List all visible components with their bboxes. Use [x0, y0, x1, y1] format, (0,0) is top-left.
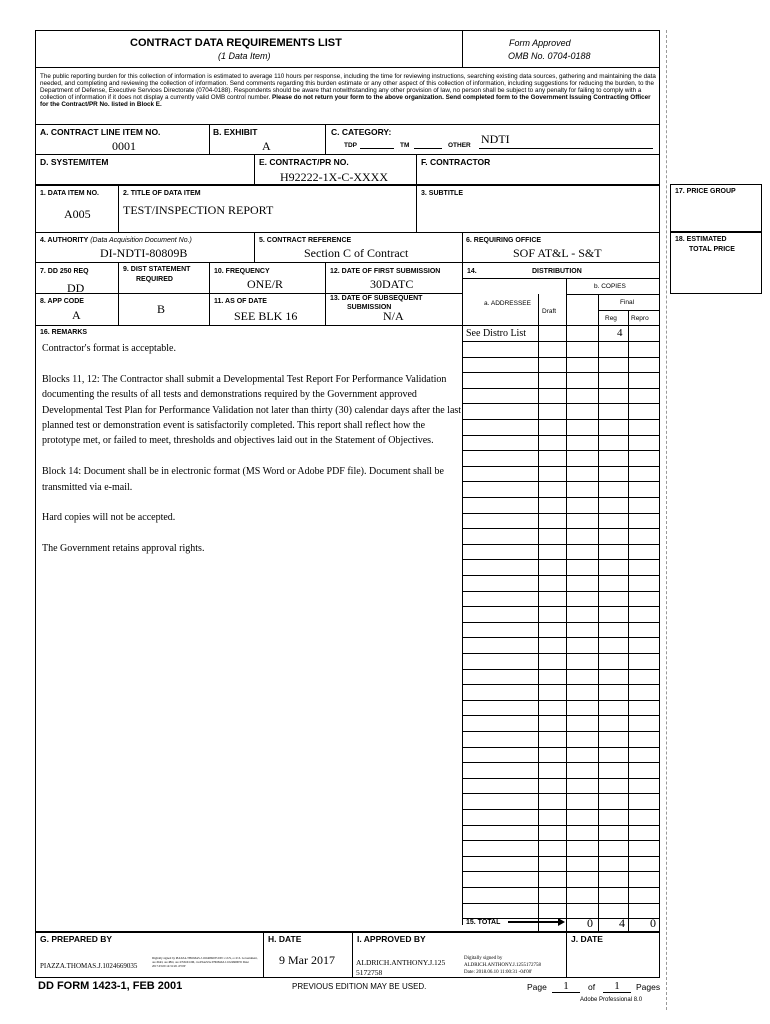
remarks-paragraph: Block 14: Document shall be in electronic format (MS Word or Adobe PDF file). Document shall be transmitted via e-mail.: [42, 466, 444, 493]
dist-row-line: [462, 513, 660, 514]
item-17-label: 17. PRICE GROUP: [675, 188, 736, 195]
dist-reg-label: Reg: [605, 315, 617, 322]
item-9-value[interactable]: B: [157, 302, 166, 316]
block-a-label: A. CONTRACT LINE ITEM NO.: [40, 127, 161, 137]
rule: [35, 262, 660, 263]
dist-row-line: [462, 388, 660, 389]
item-6-value[interactable]: SOF AT&L - S&T: [513, 246, 602, 260]
prepared-by-digital-signature: Digitally signed by PIAZZA.THOMAS.J.1024669035 DN: c=US, o=U.S. Government, ou=DoD, ou=PKI, ou=USSOCOM, cn=PIAZZA.THOMAS.J.1024669035 Date: 2017.03.09 14:31:26 -05'00': [152, 956, 258, 968]
dist-row-line: [462, 544, 660, 545]
remarks-text[interactable]: [42, 341, 464, 572]
dist-row-line: [462, 903, 660, 904]
item-2-value[interactable]: TEST/INSPECTION REPORT: [123, 203, 274, 217]
pages-label: Pages: [636, 982, 661, 992]
dist-col-line: [598, 294, 599, 931]
block-e-value[interactable]: H92222-1X-C-XXXX: [280, 170, 388, 184]
notice-text: The public reporting burden for this collection of information is estimated to average 110 hours per response, including the time for reviewing instructions, searching existing data sources, gathering and maintaining the data needed, and completing and reviewing the collection of information. Send comments regarding this burden estimate or any other aspect of this collection of information, including suggestions for reducing the burden, to the Department of Defense, Executive Services Directorate (0704-0188). Respondents should be aware that notwithstanding any other provision of law, no person shall be subject to any penalty for failing to comply with a collection of information if it does not display a currently valid OMB control number.: [40, 73, 656, 102]
item-2-label: 2. TITLE OF DATA ITEM: [123, 190, 201, 197]
rule: [462, 278, 660, 279]
total-draft[interactable]: 0: [587, 916, 593, 930]
block-j-label: J. DATE: [571, 934, 603, 944]
item-8-value[interactable]: A: [72, 308, 81, 322]
total-reg[interactable]: 4: [619, 916, 625, 930]
item-5-label: 5. CONTRACT REFERENCE: [259, 237, 352, 244]
item-13-label-2: SUBMISSION: [347, 304, 392, 311]
item-3-label: 3. SUBTITLE: [421, 190, 464, 197]
dist-row-line: [462, 419, 660, 420]
dist-row-line: [462, 731, 660, 732]
price-group-box[interactable]: [670, 184, 762, 232]
block-a-value[interactable]: 0001: [112, 139, 136, 153]
item-1-label: 1. DATA ITEM NO.: [40, 190, 99, 197]
dist-row-line: [462, 715, 660, 716]
rule: [35, 184, 660, 186]
approved-by-digital-1: Digitally signed by: [464, 956, 503, 961]
rule: [254, 154, 255, 184]
dist-row-line: [462, 341, 660, 342]
rule: [325, 124, 326, 154]
rule: [35, 154, 660, 155]
rule: [35, 124, 660, 125]
category-tdp: TDP: [344, 142, 357, 149]
form-subtitle: (1 Data Item): [218, 51, 271, 61]
dist-repro-label: Repro: [631, 315, 649, 322]
dist-row-line: [462, 793, 660, 794]
dist-row-line: [462, 403, 660, 404]
item-13-label-1: 13. DATE OF SUBSEQUENT: [330, 295, 423, 302]
dist-row-line: [462, 684, 660, 685]
item-9-label-1: 9. DIST STATEMENT: [123, 266, 191, 273]
dist-row-line: [462, 887, 660, 888]
dist-row-line: [462, 622, 660, 623]
rule: [35, 232, 660, 233]
category-tm: TM: [400, 142, 410, 149]
dist-row-line: [462, 357, 660, 358]
block-h-label: H. DATE: [268, 934, 302, 944]
total-arrow-head: [558, 918, 565, 926]
block-g-label: G. PREPARED BY: [40, 934, 113, 944]
item-13-value[interactable]: N/A: [383, 309, 404, 323]
rule: [416, 154, 417, 184]
form-approved: Form Approved: [509, 38, 571, 48]
right-edge-rule: [666, 30, 667, 1010]
item-10-label: 10. FREQUENCY: [214, 268, 270, 275]
item-4-label: [40, 237, 192, 244]
block-b-label: B. EXHIBIT: [213, 127, 258, 137]
dist-row-line: [462, 606, 660, 607]
dist-addressee-label: a. ADDRESSEE: [484, 300, 531, 307]
item-5-value[interactable]: Section C of Contract: [304, 246, 409, 260]
item-11-value[interactable]: SEE BLK 16: [234, 309, 298, 323]
dist-row-line: [462, 747, 660, 748]
tm-line: [414, 148, 442, 149]
burden-notice: [40, 73, 658, 108]
rule: [462, 232, 463, 262]
dist-row-line: [462, 435, 660, 436]
block-c-label: C. CATEGORY:: [331, 127, 392, 137]
dist-col-line: [566, 278, 567, 931]
block-f-label: F. CONTRACTOR: [421, 157, 491, 167]
tdp-line: [360, 148, 394, 149]
item-8-label: 8. APP CODE: [40, 298, 84, 305]
item-16-label: 16. REMARKS: [40, 329, 88, 336]
dist-addressee-value[interactable]: See Distro List: [466, 328, 526, 339]
dist-row-line: [462, 372, 660, 373]
dist-draft-label: Draft: [542, 308, 557, 315]
item-14-title: DISTRIBUTION: [532, 268, 582, 275]
block-i-label: I. APPROVED BY: [357, 934, 426, 944]
form-number: DD FORM 1423-1, FEB 2001: [38, 980, 183, 992]
item-1-value[interactable]: A005: [64, 207, 91, 221]
rule: [209, 124, 210, 154]
total-arrow: [508, 921, 560, 923]
dist-row-line: [462, 637, 660, 638]
dist-row-line: [462, 809, 660, 810]
dist-row-line: [462, 825, 660, 826]
dist-row-line: [462, 840, 660, 841]
rule: [35, 67, 660, 68]
total-repro[interactable]: 0: [650, 916, 656, 930]
rule: [566, 931, 567, 978]
item-6-label: 6. REQUIRING OFFICE: [466, 237, 542, 244]
item-4-value[interactable]: DI-NDTI-80809B: [100, 246, 188, 260]
item-4-note: (Data Acquisition Document No.): [90, 237, 192, 244]
of-number[interactable]: 1: [603, 980, 631, 993]
estimated-price-box[interactable]: [670, 232, 762, 294]
item-7-value[interactable]: DD: [67, 281, 85, 295]
dist-row-line: [462, 481, 660, 482]
category-other: OTHER: [448, 142, 471, 149]
dist-copies-label: b. COPIES: [594, 283, 626, 290]
remarks-paragraph: Contractor's format is acceptable.: [42, 343, 176, 354]
dist-reg-value[interactable]: 4: [617, 327, 623, 339]
dist-row-line: [462, 591, 660, 592]
remarks-paragraph: The Government retains approval rights.: [42, 543, 205, 555]
rule: [254, 232, 255, 262]
approved-by-name-2: 5172758: [356, 968, 383, 977]
rule: [263, 931, 264, 978]
item-7-label: 7. DD 250 REQ: [40, 268, 89, 275]
item-9-label-2: REQUIRED: [136, 276, 173, 283]
dist-final-label: Final: [620, 299, 635, 306]
header-divider: [462, 30, 463, 67]
item-10-value[interactable]: ONE/R: [247, 277, 283, 291]
item-11-label: 11. AS OF DATE: [214, 298, 267, 305]
total-label: 15. TOTAL: [466, 919, 501, 926]
dist-row-line: [462, 450, 660, 451]
item-18-label-1: 18. ESTIMATED: [675, 236, 727, 243]
remarks-paragraph: Blocks 11, 12: The Contractor shall submit a Developmental Test Report For Performance Validation documenting the results of all tests and demonstrations required by the Government approved Developmental Test Plan for Performance Validation not later than thirty (30) calendar days after the last planned test or demonstration event is satisfactorily completed. This report shall reflect how the prototype met, or failed to meet, thresholds and objectives laid out in the Statement of Objectives.: [42, 373, 462, 447]
dist-row-line: [462, 871, 660, 872]
dist-row-line: [462, 528, 660, 529]
approved-by-name-1: ALDRICH.ANTHONY.J.125: [356, 958, 446, 967]
dist-row-line: [462, 762, 660, 763]
rule: [352, 931, 353, 978]
remarks-paragraph: Hard copies will not be accepted.: [42, 512, 176, 524]
block-h-value[interactable]: 9 Mar 2017: [279, 953, 335, 967]
block-d-label: D. SYSTEM/ITEM: [40, 157, 109, 167]
item-18-label-2: TOTAL PRICE: [689, 246, 735, 253]
dist-row-line: [462, 466, 660, 467]
rule: [35, 293, 462, 294]
block-b-value[interactable]: A: [262, 139, 271, 153]
dist-row-line: [462, 575, 660, 576]
approved-by-digital-2: ALDRICH.ANTHONY.J.1255172758: [464, 963, 541, 968]
dist-row-line: [462, 559, 660, 560]
rule: [598, 310, 660, 311]
page-label: Page: [527, 982, 547, 992]
item-14-label: 14.: [467, 268, 477, 275]
item-4-title: 4. AUTHORITY: [40, 237, 89, 244]
of-label: of: [588, 982, 596, 992]
form-title: CONTRACT DATA REQUIREMENTS LIST: [130, 37, 342, 49]
approved-by-digital-3: Date: 2018.06.10 11:00:31 -04'00': [464, 970, 533, 975]
omb-number: OMB No. 0704-0188: [508, 51, 591, 61]
dist-col-line: [538, 294, 539, 931]
rule: [416, 186, 417, 232]
dist-row-line: [462, 669, 660, 670]
prepared-by-name: PIAZZA.THOMAS.J.1024669035: [40, 962, 138, 970]
item-12-value[interactable]: 30DATC: [370, 277, 414, 291]
rule: [118, 186, 119, 232]
dist-row-line: [462, 700, 660, 701]
software-label: Adobe Professional 8.0: [580, 997, 643, 1003]
item-12-label: 12. DATE OF FIRST SUBMISSION: [330, 268, 441, 275]
rule: [566, 294, 660, 295]
category-other-value[interactable]: NDTI: [481, 132, 510, 146]
dist-row-line: [462, 856, 660, 857]
dist-row-line: [462, 497, 660, 498]
page-number[interactable]: 1: [552, 980, 580, 993]
dist-row-line: [462, 778, 660, 779]
dist-row-line: [462, 653, 660, 654]
notice-bold: Please do not return your form to the above organization. Send completed form to the Government Issuing Contracting Officer for the Contract/PR No. listed in Block E.: [40, 94, 651, 109]
block-e-label: E. CONTRACT/PR NO.: [259, 157, 349, 167]
other-line: [479, 148, 653, 149]
previous-edition: PREVIOUS EDITION MAY BE USED.: [292, 982, 427, 991]
